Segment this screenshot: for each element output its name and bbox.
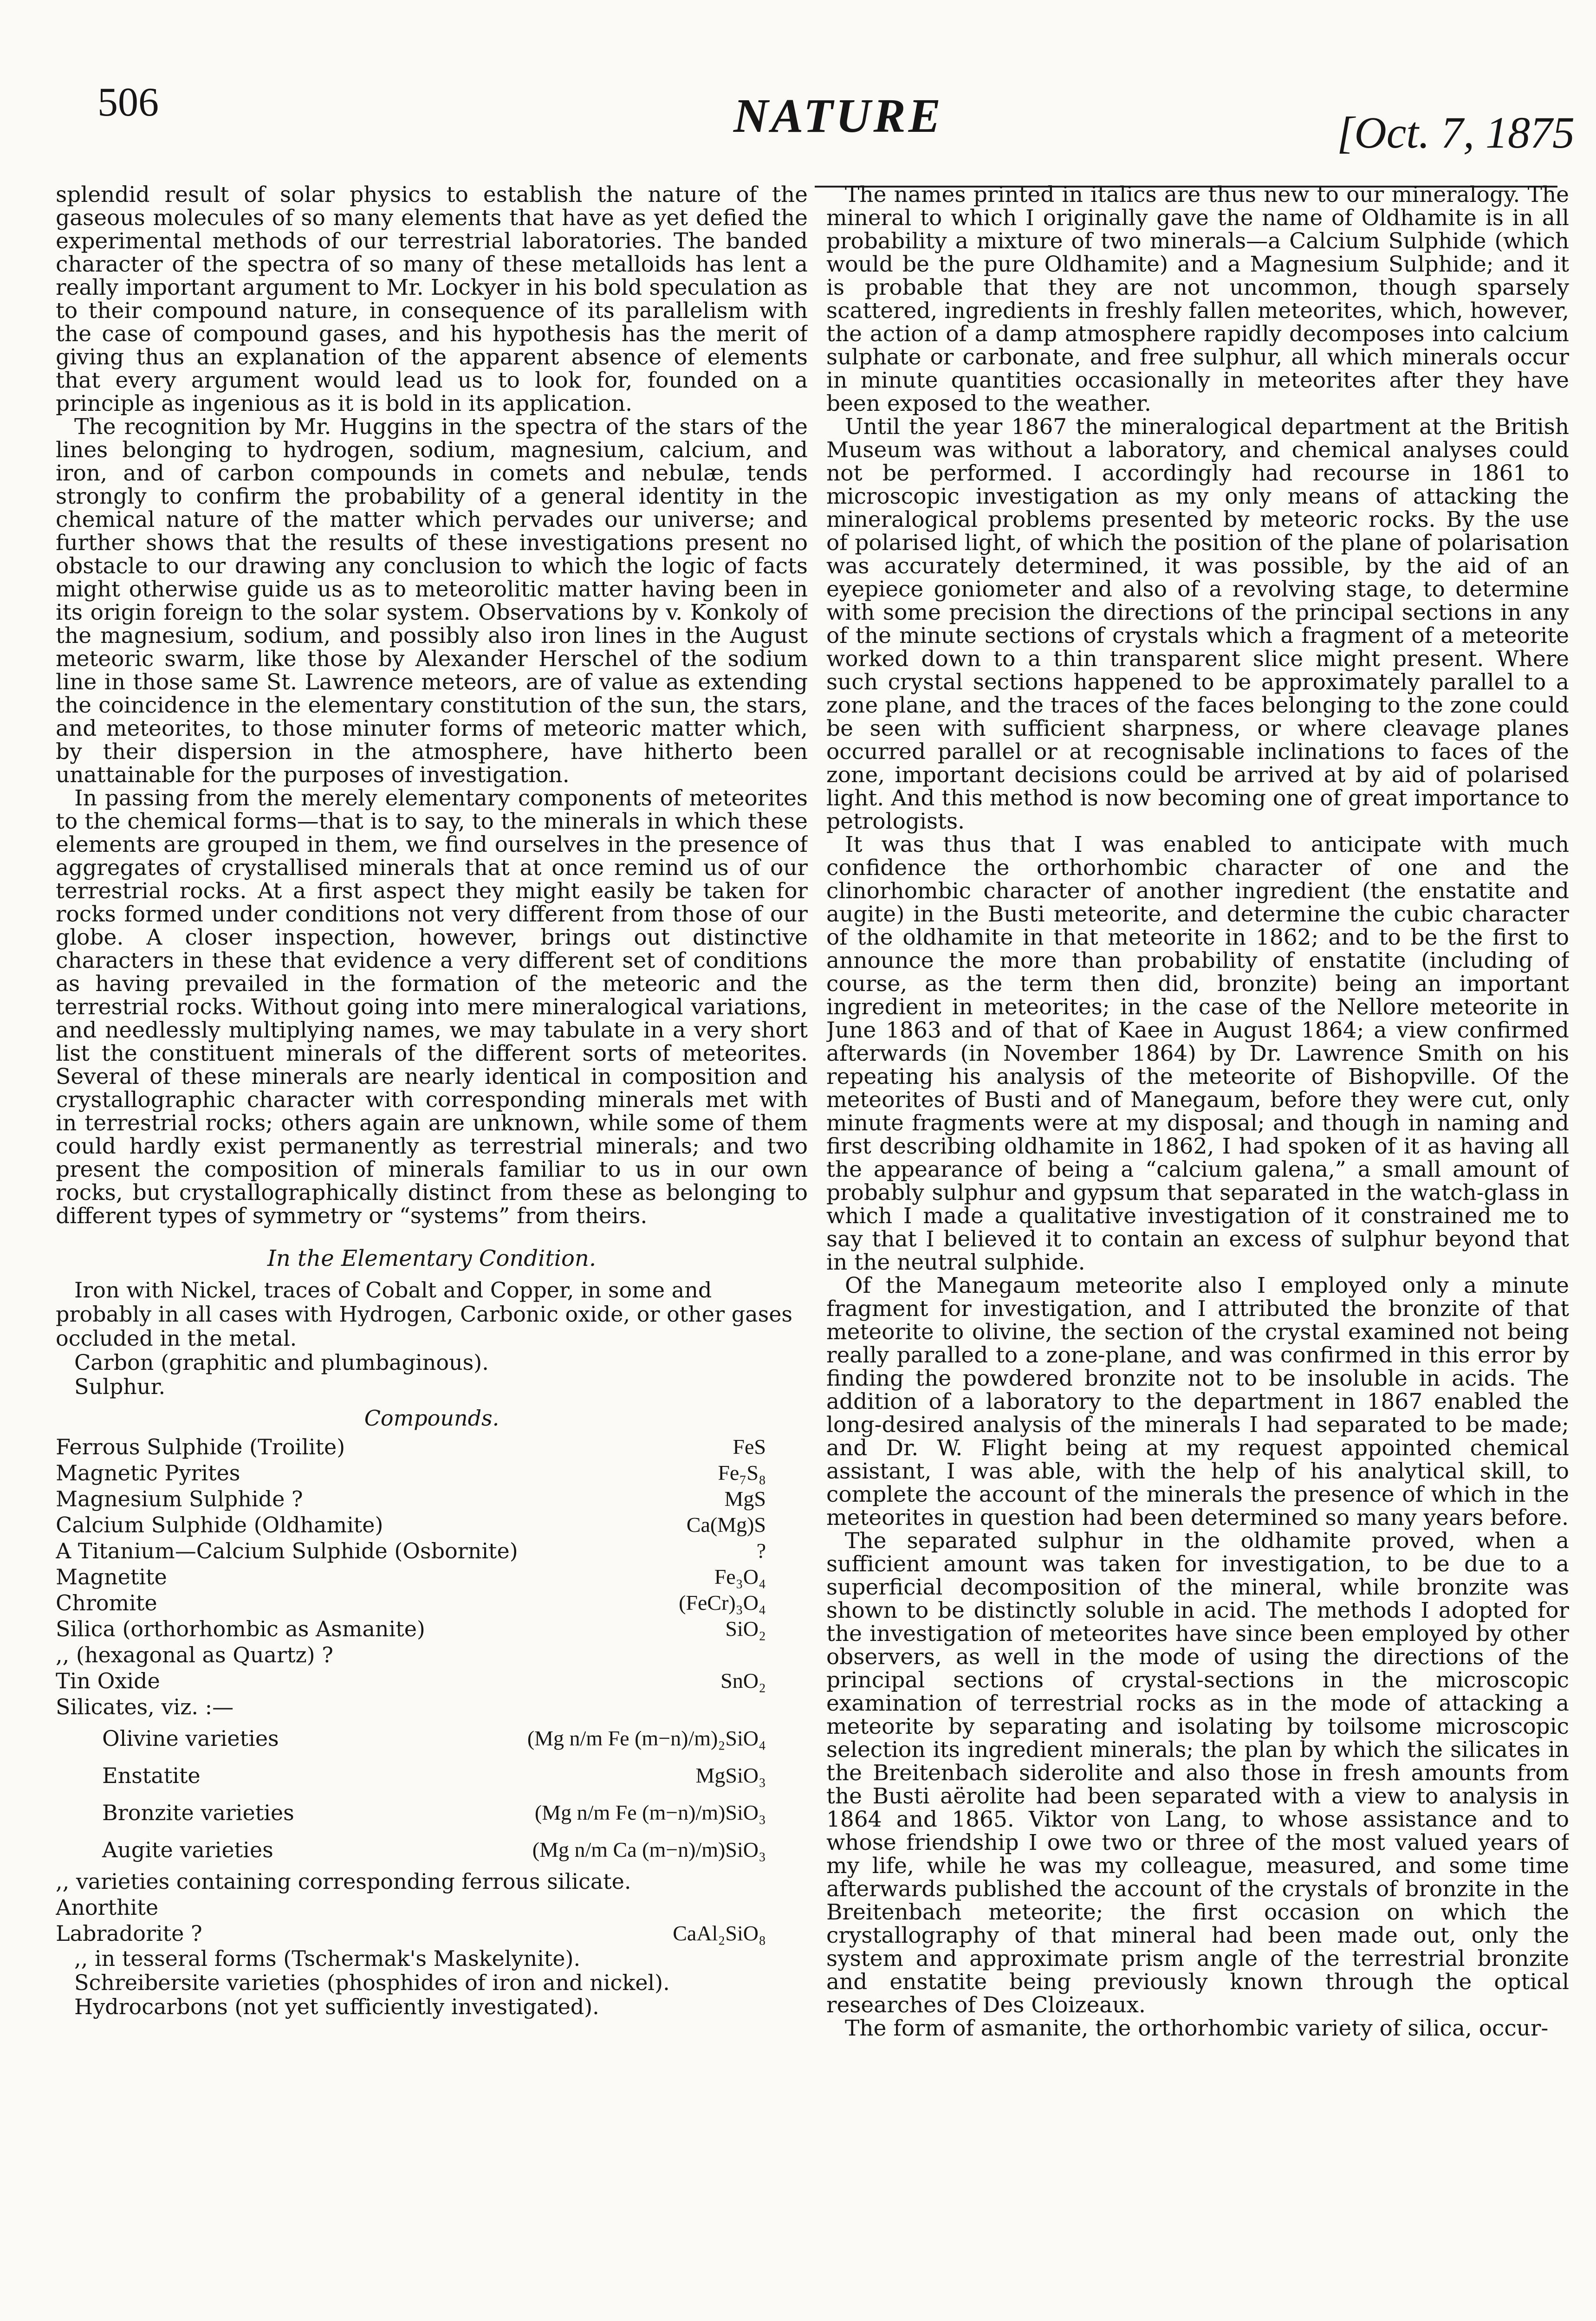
- compound-row: [56, 1668, 808, 1694]
- silicate-formula: (Mg n/m Fe (m−n)/m)₂SiO₄: [527, 1726, 766, 1750]
- silicate-name: Enstatite: [102, 1763, 201, 1788]
- compound-row: [56, 1590, 808, 1616]
- elementary-item: Sulphur.: [74, 1374, 166, 1399]
- compounds-list: [56, 1434, 808, 1720]
- trailing-item: Schreibersite varieties (phosphides of iron and nickel).: [74, 1970, 670, 1995]
- compound-row: [56, 1564, 808, 1590]
- compound-name: Magnetic Pyrites: [56, 1460, 240, 1485]
- compound-row: [56, 1538, 808, 1564]
- compound-name: Ferrous Sulphide (Troilite): [56, 1434, 345, 1459]
- issue-date: [Oct. 7, 1875: [1337, 108, 1575, 157]
- trailing-item: ,, in tesseral forms (Tschermak's Maskelynite).: [74, 1946, 581, 1971]
- left-column: [56, 183, 808, 2321]
- silicate-formula: (Mg n/m Fe (m−n)/m)SiO₃: [534, 1801, 766, 1824]
- paragraph: The separated sulphur in the oldhamite proved, when a sufficient amount was taken for investigation, to be due to a superficial decomposition of the mineral, while bronzite was shown to be distinctly soluble in acid. The methods I adopted for the investigation of meteorites have since been employed by other observers, as well in the mode of using the directions of the principal sections of crystal-sections in the microscopic examination of terrestrial rocks as in the mode of attacking a meteorite by separating and isolating by toilsome microscopic selection its ingredient minerals; the plan by which the silicates in the Breitenbach siderolite and also those in fresh amounts from the Busti aërolite had been separated with a view to analysis in 1864 and 1865. Viktor von Lang, to whose assistance and to whose friendship I owe two or three of the most valued years of my life, while he was my colleague, measured, and some time afterwards published the account of the crystals of bronzite in the Breitenbach meteorite; the first occasion on which the crystallography of that mineral had been made out, only the system and approximate prism angle of the terrestrial bronzite and enstatite being previously known through the optical researches of Des Cloizeaux.: [826, 1528, 1569, 2018]
- compound-name: Calcium Sulphide (Oldhamite): [56, 1512, 383, 1537]
- silicate-formula: (Mg n/m Ca (m−n)/m)SiO₃: [532, 1838, 766, 1861]
- compound-row: [56, 1616, 808, 1642]
- feldspar-name: Anorthite: [56, 1895, 159, 1920]
- paragraph: The recognition by Mr. Huggins in the spectra of the stars of the lines belonging to hydrogen, sodium, magnesium, calcium, and iron, and of carbon compounds in comets and nebulæ, tends strongly to confirm the probability of a general identity in the chemical nature of the matter which pervades our universe; and further shows that the results of these investigations present no obstacle to our drawing any conclusion to which the logic of facts might otherwise guide us as to meteorolitic matter having been in its origin foreign to the solar system. Observations by v. Konkoly of the magnesium, sodium, and possibly also iron lines in the August meteoric swarm, like those by Alexander Herschel of the sodium line in those same St. Lawrence meteors, are of value as extending the coincidence in the elementary constitution of the sun, the stars, and meteorites, to those minuter forms of meteoric matter which, by their dispersion in the atmosphere, have hitherto been unattainable for the purposes of investigation.: [56, 414, 808, 788]
- compound-formula: ?: [756, 1539, 766, 1562]
- compound-name: Chromite: [56, 1590, 157, 1615]
- page-header: [0, 0, 1596, 176]
- compound-name: Silica (orthorhombic as Asmanite): [56, 1616, 425, 1641]
- silicate-formula: MgSiO₃: [695, 1763, 766, 1787]
- compound-formula: Fe₃O₄: [714, 1565, 766, 1588]
- paragraph: Of the Manegaum meteorite also I employed only a minute fragment for investigation, and I attributed the bronzite of that meteorite to olivine, the section of the crystal examined not being really paralled to a zone-plane, and was confirmed in this error by finding the powdered bronzite not to be insoluble in acids. The addition of a laboratory to the department in 1867 enabled the long-desired analysis of the minerals I had separated to be made; and Dr. W. Flight being at my request appointed chemical assistant, I was able, with the help of his analytical skill, to complete the account of the minerals the presence of which in the meteorites in question had been determined so many years before.: [826, 1273, 1569, 1530]
- elementary-heading: In the Elementary Condition.: [267, 1245, 597, 1271]
- silicate-name: Bronzite varieties: [102, 1800, 294, 1825]
- right-column: [826, 183, 1569, 2321]
- silicate-row: [56, 1831, 808, 1868]
- silicate-name: Olivine varieties: [102, 1726, 279, 1751]
- paragraph: Until the year 1867 the mineralogical department at the British Museum was without a laboratory, and chemical analyses could not be performed. I accordingly had recourse in 1861 to microscopic investigation as my only means of attacking the mineralogical problems presented by meteoric rocks. By the use of polarised light, of which the position of the plane of polarisation was accurately determined, it was possible, by the aid of an eyepiece goniometer and also of a revolving stage, to determine with some precision the directions of the principal sections in any of the minute sections of crystals which a fragment of a meteorite worked down to a thin transparent slice might present. Where such crystal sections happened to be approximately parallel to a zone plane, and the traces of the faces belonging to the zone could be seen with sufficient sharpness, or where cleavage planes occurred parallel or at recognisable inclinations to faces of the zone, important decisions could be arrived at by aid of polarised light. And this method is now becoming one of great importance to petrologists.: [826, 414, 1569, 834]
- paragraph: It was thus that I was enabled to anticipate with much confidence the orthorhombic character of one and the clinorhombic character of another ingredient (the enstatite and augite) in the Busti meteorite, and determine the cubic character of the oldhamite in that meteorite in 1862; and to be the first to announce the more than probability of enstatite (including of course, as the term then did, bronzite) being an important ingredient in meteorites; in the case of the Nellore meteorite in June 1863 and of that of Kaee in August 1864; a view confirmed afterwards (in November 1864) by Dr. Lawrence Smith on his repeating his analysis of the meteorite of Bishopville. Of the meteorites of Busti and of Manegaum, before they were cut, only minute fragments were at my disposal; and though in naming and first describing oldhamite in 1862, I had spoken of it as having all the appearance of being a “calcium galena,” a small amount of probably sulphur and gypsum that separated in the watch-glass in which I made a qualitative investigation of it constrained me to say that I believed it to contain an excess of sulphur beyond that in the neutral sulphide.: [826, 832, 1569, 1275]
- compound-formula: (FeCr)₃O₄: [679, 1591, 766, 1614]
- silicate-name: Augite varieties: [102, 1837, 273, 1862]
- compound-row: [56, 1512, 808, 1538]
- elementary-item: Carbon (graphitic and plumbaginous).: [74, 1350, 489, 1375]
- silicates-list: [56, 1720, 808, 1868]
- feldspar-name: Labradorite ?: [56, 1921, 202, 1946]
- compounds-heading: Compounds.: [364, 1406, 500, 1431]
- compound-formula: SiO₂: [725, 1617, 766, 1640]
- compound-row: [56, 1434, 808, 1460]
- silicate-row: [56, 1794, 808, 1831]
- compound-formula: FeS: [733, 1435, 766, 1459]
- feldspar-list: [56, 1868, 808, 1946]
- compound-formula: MgS: [724, 1487, 766, 1511]
- compound-row: [56, 1694, 808, 1720]
- silicate-row: [56, 1720, 808, 1757]
- journal-title: NATURE: [733, 89, 944, 143]
- compound-row: [56, 1642, 808, 1668]
- compound-name: ,, (hexagonal as Quartz) ?: [56, 1642, 333, 1667]
- paragraph: The names printed in italics are thus new to our mineralogy. The mineral to which I originally gave the name of Oldhamite is in all probability a mixture of two minerals—a Calcium Sulphide (which would be the pure Oldhamite) and a Magnesium Sulphide; and it is probable that they are not uncommon, though sparsely scattered, ingredients in freshly fallen meteorites, which, however, the action of a damp atmosphere rapidly decomposes into calcium sulphate or carbonate, and free sulphur, all which minerals occur in minute quantities occasionally in meteorites after they have been exposed to the weather.: [826, 183, 1569, 416]
- compound-name: Magnesium Sulphide ?: [56, 1486, 303, 1511]
- paragraph: In passing from the merely elementary components of meteorites to the chemical forms—that is to say, to the minerals in which these elements are grouped in them, we find ourselves in the presence of aggregates of crystallised minerals that at once remind us of our terrestrial rocks. At a first aspect they might easily be taken for rocks formed under conditions not very different from those of our globe. A closer inspection, however, brings out distinctive characters in these that evidence a very different set of conditions as having prevailed in the formation of the meteoric and the terrestrial rocks. Without going into mere mineralogical variations, and needlessly multiplying names, we may tabulate in a very short list the constituent minerals of the different sorts of meteorites. Several of these minerals are nearly identical in composition and crystallographic character with corresponding minerals met with in terrestrial rocks; others again are unknown, while some of them could hardly exist permanently as terrestrial minerals; and two present the composition of minerals familiar to us in our own rocks, but crystallographically distinct from these as belonging to different types of symmetry or “systems” from theirs.: [56, 785, 808, 1229]
- silicate-row: [56, 1757, 808, 1794]
- compound-row: [56, 1486, 808, 1512]
- trailing-item: Hydrocarbons (not yet sufficiently investigated).: [74, 1994, 599, 2019]
- compound-formula: Ca(Mg)S: [686, 1513, 766, 1537]
- feldspar-row: [56, 1920, 808, 1946]
- paragraph: The form of asmanite, the orthorhombic variety of silica, occur-: [845, 2016, 1549, 2041]
- feldspar-formula: CaAl₂SiO₈: [673, 1921, 766, 1945]
- compound-name: A Titanium—Calcium Sulphide (Osbornite): [56, 1538, 518, 1563]
- elementary-item: Iron with Nickel, traces of Cobalt and Copper, in some and probably in all cases with Hydrogen, Carbonic oxide, or other gases occluded in the metal.: [56, 1277, 793, 1351]
- compound-name: Silicates, viz. :—: [56, 1694, 234, 1719]
- compound-name: Tin Oxide: [56, 1668, 160, 1693]
- feldspar-row: [56, 1894, 808, 1920]
- compound-name: Magnetite: [56, 1564, 167, 1589]
- feldspar-name: ,, varieties containing corresponding ferrous silicate.: [56, 1869, 631, 1894]
- compound-formula: SnO₂: [720, 1669, 766, 1692]
- compound-formula: Fe₇S₈: [718, 1461, 766, 1485]
- page-number: 506: [97, 80, 159, 125]
- feldspar-row: [56, 1868, 808, 1894]
- paragraph: splendid result of solar physics to establish the nature of the gaseous molecules of so many elements that have as yet defied the experimental methods of our terrestrial laboratories. The banded character of the spectra of so many of these metalloids has lent a really important argument to Mr. Lockyer in his bold speculation as to their compound nature, in consequence of its parallelism with the case of compound gases, and his hypothesis has the merit of giving thus an explanation of the apparent absence of elements that every argument would lead us to look for, founded on a principle as ingenious as it is bold in its application.: [56, 183, 808, 416]
- compound-row: [56, 1460, 808, 1486]
